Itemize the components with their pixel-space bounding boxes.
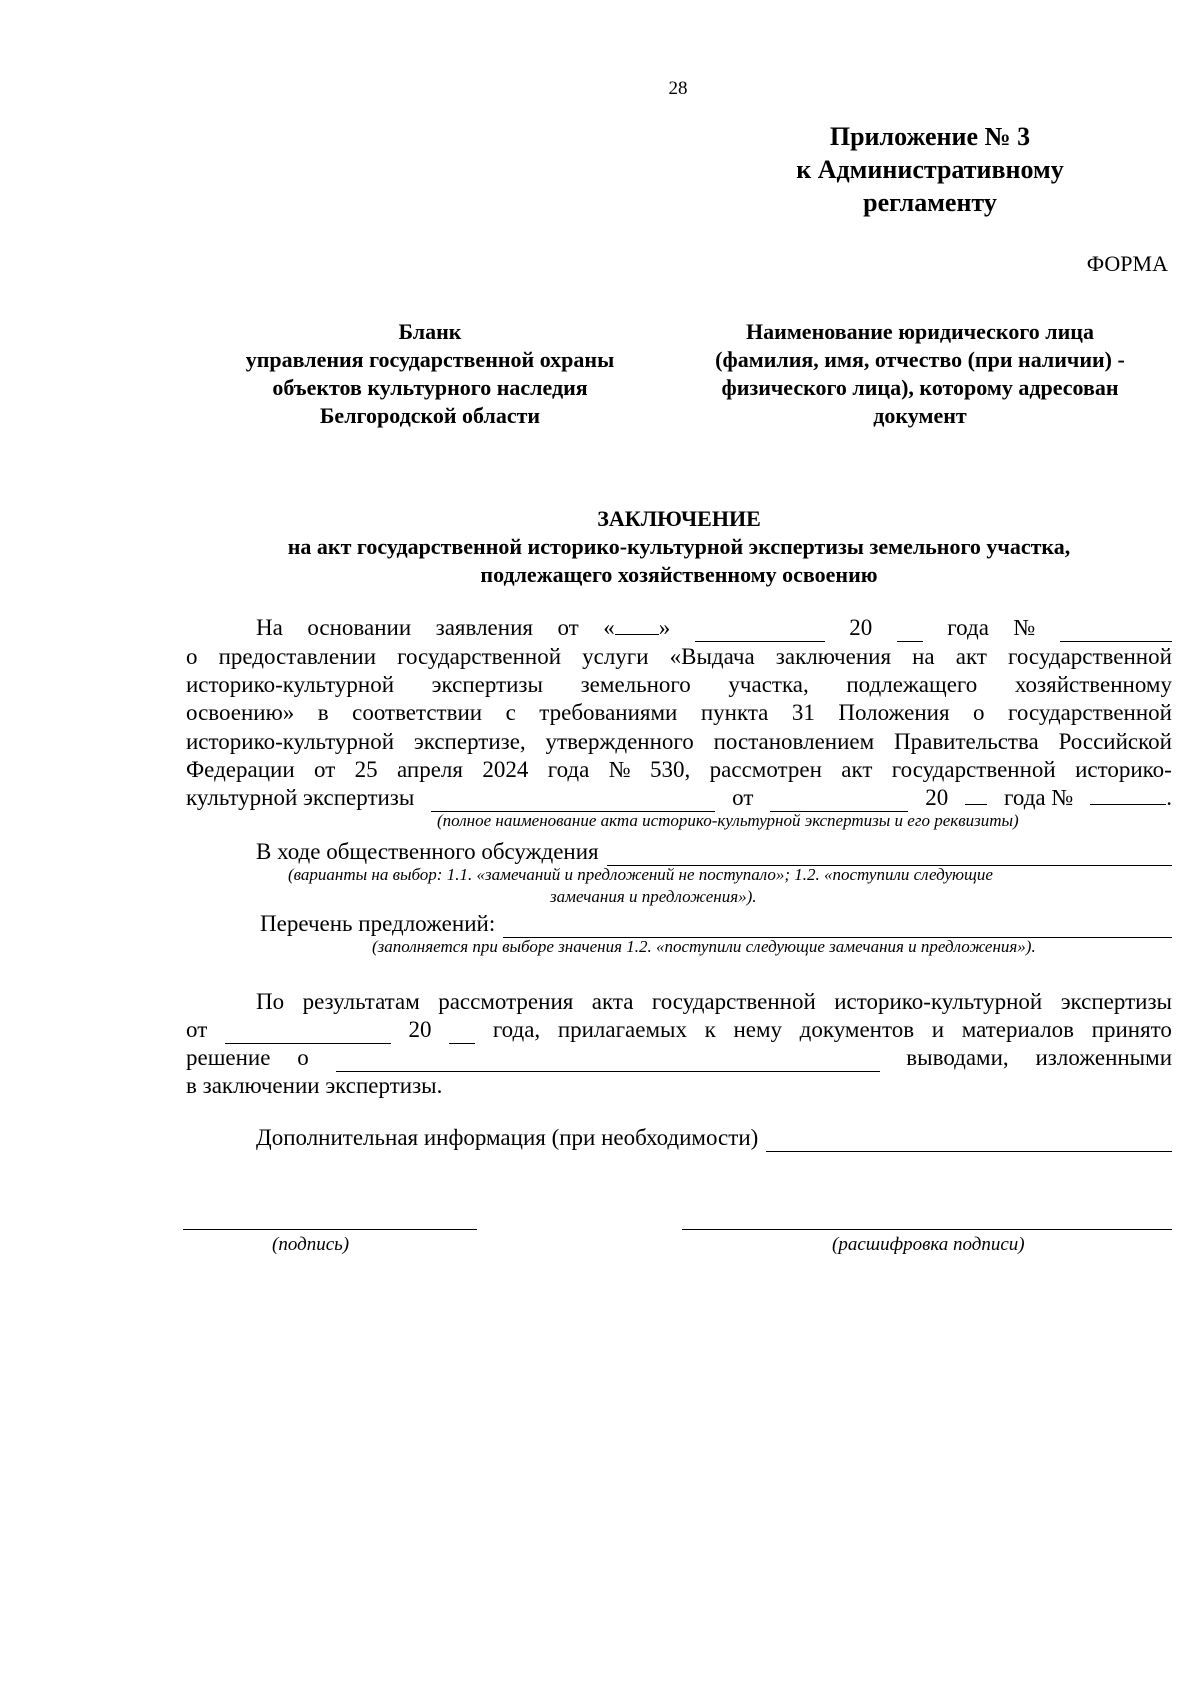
word: историко-: [1075, 757, 1172, 782]
word: подлежащего: [846, 672, 978, 697]
word: рассмотрен: [709, 757, 822, 782]
word: утвержденного: [545, 729, 694, 754]
signature-blank[interactable]: [183, 1229, 477, 1230]
word: историко-культурной: [834, 989, 1043, 1014]
word: к: [704, 1017, 716, 1042]
paragraph-2-line-3: [186, 1044, 1172, 1072]
word: соответствии: [352, 700, 483, 725]
word: По: [256, 989, 285, 1014]
day-group: [603, 614, 670, 642]
letterhead-line-3: объектов культурного наследия: [272, 375, 588, 400]
letterhead-line-1: Бланк: [398, 319, 462, 344]
word: от: [732, 785, 754, 810]
word: постановлением: [713, 729, 875, 754]
signature-decoding-caption: (расшифровка подписи): [832, 1234, 1025, 1255]
word: экспертизы: [1060, 989, 1172, 1014]
word: Правительства: [894, 729, 1039, 754]
paragraph-1-line-7: [186, 784, 1172, 812]
word: принято: [1091, 1017, 1172, 1042]
word: акт: [955, 644, 987, 669]
day-blank[interactable]: [615, 616, 659, 635]
word: апреля: [397, 757, 463, 782]
paragraph-2-line-2: [186, 1016, 1172, 1044]
word: Российской: [1058, 729, 1172, 754]
expertise-label: культурной экспертизы: [186, 785, 415, 810]
paragraph-2-line-4: в заключении экспертизы.: [186, 1073, 443, 1098]
letterhead-line-4: Белгородской области: [319, 403, 541, 428]
word: хозяйственному: [1014, 672, 1172, 697]
word: от: [314, 757, 336, 782]
decision-blank[interactable]: [336, 1053, 880, 1072]
number-sign: №: [1013, 615, 1036, 640]
word: государственной: [1008, 700, 1172, 725]
discussion-hint-line-2: замечания и предложения»).: [550, 887, 757, 906]
word: акт: [841, 757, 873, 782]
word: прилагаемых: [557, 1017, 687, 1042]
addressee-line-3: физического лица), которому адресован: [721, 375, 1119, 400]
proposals-hint: (заполняется при выборе значения 1.2. «поступили следующие замечания и предложения»).: [372, 937, 1036, 956]
letterhead-block: [205, 318, 655, 430]
word: государственной: [397, 644, 562, 669]
act-number-group: [1090, 784, 1172, 812]
word: о: [973, 700, 985, 725]
word: пункта: [700, 700, 769, 725]
letterhead-line-2: управления государственной охраны: [245, 347, 615, 372]
word: услуги: [582, 644, 649, 669]
quote-close: »: [658, 615, 671, 640]
word: года: [547, 757, 590, 782]
additional-info-blank[interactable]: [766, 1133, 1172, 1152]
word: года,: [492, 1017, 541, 1042]
word: о: [297, 1045, 309, 1070]
title-main: ЗАКЛЮЧЕНИЕ: [597, 506, 761, 531]
word: 530,: [650, 757, 691, 782]
word: экспертизы: [431, 672, 543, 697]
year-suffix-group: [965, 784, 987, 812]
year-prefix: 20: [849, 615, 873, 640]
appendix-line-1: Приложение № 3: [829, 122, 1031, 151]
word: На: [256, 615, 283, 640]
additional-info-line: [256, 1124, 1172, 1152]
word: требованиями: [539, 700, 678, 725]
word: предоставлении: [218, 644, 376, 669]
application-number-blank[interactable]: [1060, 623, 1172, 642]
paragraph-1-line-3: [186, 671, 1172, 699]
period: .: [1166, 785, 1172, 810]
quote-open: «: [603, 615, 615, 640]
word: государственной: [651, 989, 816, 1014]
word: историко-культурной: [186, 729, 395, 754]
page-number: 28: [668, 78, 688, 99]
word: нему: [733, 1017, 783, 1042]
word: заключения: [775, 644, 892, 669]
proposals-label: Перечень предложений:: [260, 911, 496, 936]
word: выводами,: [906, 1045, 1009, 1070]
word: историко-культурной: [186, 672, 395, 697]
discussion-label: В ходе общественного обсуждения: [256, 839, 599, 864]
paragraph-1-line-5: [186, 728, 1172, 756]
year-prefix: 20: [408, 1017, 432, 1042]
word: от: [557, 615, 579, 640]
word: основании: [307, 615, 412, 640]
form-label: ФОРМА: [1086, 251, 1168, 276]
paragraph-1-line-2: [186, 643, 1172, 671]
word: в: [317, 700, 329, 725]
act-number-label: года №: [1004, 785, 1074, 810]
word: изложенными: [1035, 1045, 1172, 1070]
document-title: [186, 505, 1172, 589]
word: заявления: [435, 615, 533, 640]
month-blank[interactable]: [695, 623, 825, 642]
word: с: [505, 700, 516, 725]
word: года: [947, 615, 989, 640]
addressee-line-1: Наименование юридического лица: [746, 319, 1094, 344]
word: о: [186, 644, 198, 669]
signature-decoding-blank[interactable]: [682, 1229, 1172, 1230]
paragraph-1-line-4: [186, 699, 1172, 727]
word: документов: [799, 1017, 915, 1042]
paragraph-1-line-6: [186, 756, 1172, 784]
signature-caption: (подпись): [272, 1234, 350, 1255]
review-date-blank[interactable]: [225, 1025, 391, 1044]
word: 25: [354, 757, 378, 782]
word: государственной: [891, 757, 1056, 782]
word: рассмотрения: [438, 989, 574, 1014]
addressee-block: [690, 318, 1150, 430]
word: государственной: [1007, 644, 1172, 669]
discussion-hint-line-1: (варианты на выбор: 1.1. «замечаний и предложений не поступало»; 1.2. «поступили следующие: [288, 865, 993, 884]
paragraph-1-line-1: [256, 614, 1172, 642]
word: от: [186, 1017, 208, 1042]
word: результатам: [302, 989, 420, 1014]
word: экспертизе,: [413, 729, 526, 754]
title-sub-1: на акт государственной историко-культурной экспертизы земельного участка,: [287, 534, 1071, 559]
word: на: [912, 644, 935, 669]
word: Положения: [838, 700, 950, 725]
word: Федерации: [186, 757, 295, 782]
year-blank[interactable]: [897, 623, 923, 642]
addressee-line-2: (фамилия, имя, отчество (при наличии) -: [715, 347, 1125, 372]
word: «Выдача: [669, 644, 755, 669]
word: участка,: [728, 672, 809, 697]
review-year-blank[interactable]: [449, 1025, 475, 1044]
discussion-line: [256, 838, 1172, 866]
word: и: [931, 1017, 945, 1042]
paragraph-2-line-1: [256, 988, 1172, 1016]
appendix-line-3: регламенту: [863, 188, 997, 217]
appendix-heading: [760, 120, 1100, 219]
act-number-blank[interactable]: [1090, 786, 1166, 805]
appendix-line-2: к Административному: [796, 155, 1064, 184]
word: решение: [186, 1045, 271, 1070]
act-name-hint: (полное наименование акта историко-культурной экспертизы и его реквизиты): [437, 811, 1019, 830]
title-sub-2: подлежащего хозяйственному освоению: [480, 562, 878, 587]
word: 31: [791, 700, 815, 725]
additional-info-label: Дополнительная информация (при необходимости): [256, 1125, 759, 1150]
act-year-blank[interactable]: [965, 786, 987, 805]
addressee-line-4: документ: [873, 403, 967, 428]
year-prefix: 20: [925, 785, 949, 810]
proposals-line: [260, 910, 1172, 938]
word: освоению»: [186, 700, 295, 725]
word: земельного: [580, 672, 691, 697]
word: акта: [591, 989, 634, 1014]
word: №: [608, 757, 631, 782]
word: 2024: [482, 757, 529, 782]
word: материалов: [961, 1017, 1075, 1042]
